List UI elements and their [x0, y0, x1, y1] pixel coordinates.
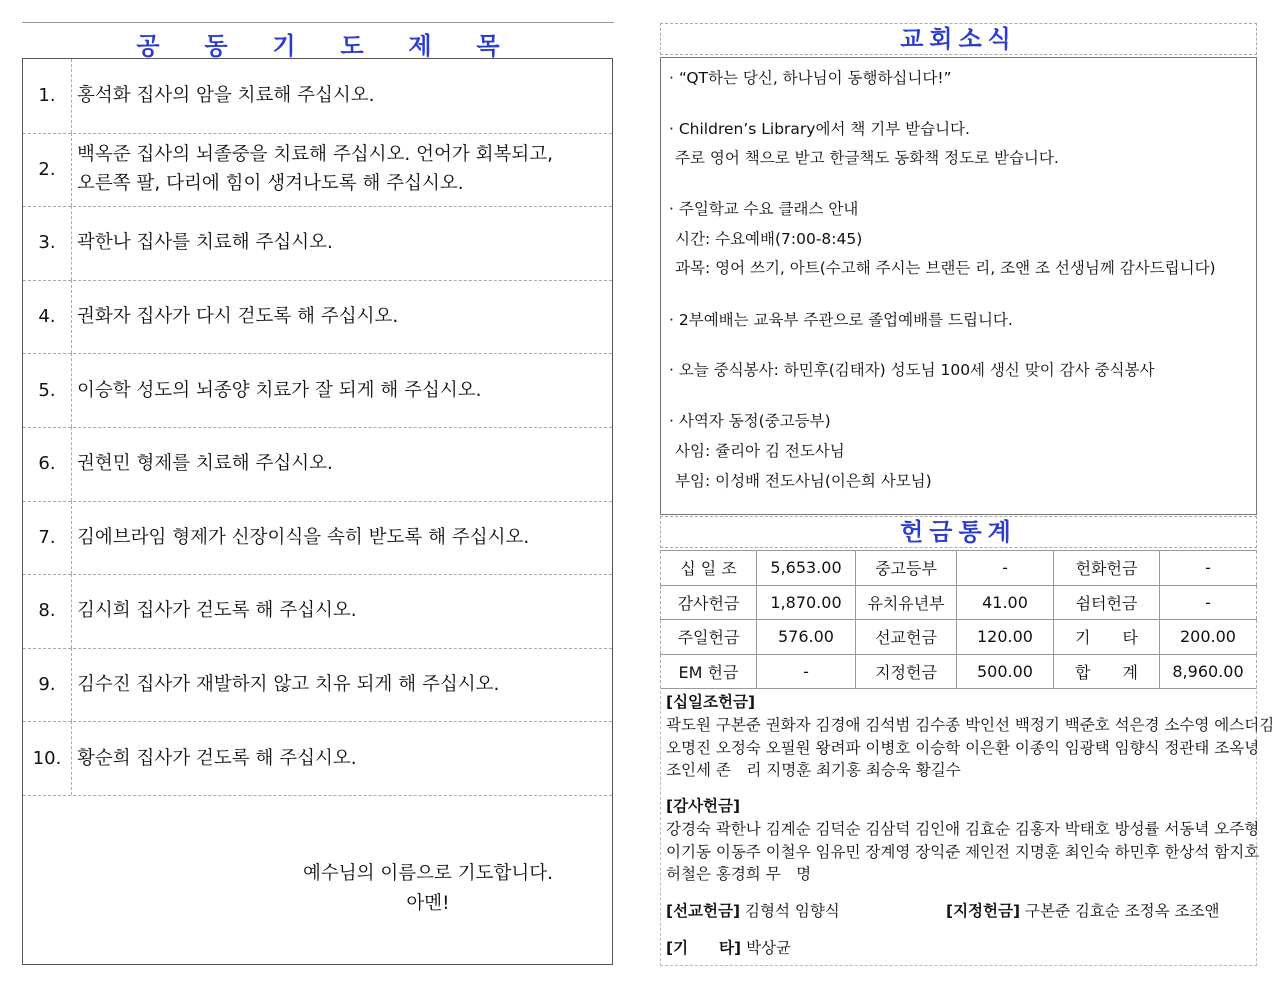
donor-list — [660, 686, 1275, 966]
prayer-number: 5. — [23, 353, 72, 427]
thanks-heading: [감사헌금] — [666, 797, 741, 815]
other-names: 박상균 — [746, 939, 791, 957]
donor-line: 허철은 홍경희 무 명 — [666, 865, 812, 883]
prayer-title-char: 기 — [272, 32, 296, 60]
table-cell: 8,960.00 — [1160, 654, 1257, 689]
prayer-text: 김에브라임 형제가 신장이식을 속히 받도록 해 주십시오. — [77, 526, 530, 548]
table-row — [661, 654, 1257, 689]
donor-line: 강경숙 곽한나 김계순 김덕순 김삼덕 김인애 김효순 김홍자 박태호 방성률 서동녁 오주형 — [666, 820, 1260, 838]
prayer-text: 김수진 집사가 재발하지 않고 치유 되게 해 주십시오. — [77, 674, 500, 696]
prayer-number: 2. — [23, 133, 72, 207]
table-cell: 지정헌금 — [856, 654, 957, 689]
table-cell: 중고등부 — [856, 551, 957, 586]
prayer-number: 9. — [23, 648, 72, 722]
table-cell: 유치유년부 — [856, 585, 957, 620]
table-cell: 500.00 — [957, 654, 1054, 689]
table-cell: EM 헌금 — [661, 654, 757, 689]
table-cell: 120.00 — [957, 620, 1054, 655]
offering-title: 헌금통계 — [660, 516, 1257, 548]
table-cell: 576.00 — [757, 620, 856, 655]
closing-prayer — [223, 859, 633, 919]
prayer-number: 8. — [23, 574, 72, 648]
donor-line: 곽도원 구본준 권화자 김경애 김석범 김수종 박인선 백정기 백준호 석은경 소수영 에스더김 — [666, 716, 1275, 734]
mission-heading: [선교헌금] — [666, 902, 741, 920]
tithe-heading: [십일조헌금] — [666, 693, 756, 711]
prayer-title-char: 동 — [204, 32, 228, 60]
table-cell: - — [1160, 585, 1257, 620]
prayer-list — [22, 58, 613, 965]
table-cell: 41.00 — [957, 585, 1054, 620]
table-cell: - — [757, 654, 856, 689]
prayer-text: 권현민 형제를 치료해 주십시오. — [77, 453, 333, 475]
news-line: · Children’s Library에서 책 기부 받습니다. — [669, 120, 970, 138]
other-heading: [기 타] — [666, 939, 742, 957]
table-cell: 1,870.00 — [757, 585, 856, 620]
news-line: 과목: 영어 쓰기, 아트(수고해 주시는 브랜든 리, 조앤 조 선생님께 감사드립니다) — [675, 259, 1216, 277]
table-cell: 200.00 — [1160, 620, 1257, 655]
news-line: 주로 영어 책으로 받고 한글책도 동화책 정도로 받습니다. — [675, 149, 1059, 167]
prayer-text: 김시희 집사가 걷도록 해 주십시오. — [77, 600, 357, 622]
prayer-title-char: 도 — [340, 32, 364, 60]
prayer-item — [23, 501, 612, 576]
table-cell: 헌화헌금 — [1054, 551, 1160, 586]
donor-line: 조인세 존 리 지명훈 최기홍 최승욱 황길수 — [666, 761, 961, 779]
prayer-number: 1. — [23, 59, 72, 133]
mission-offering — [666, 899, 840, 921]
closing-line: 예수님의 이름으로 기도합니다. — [303, 863, 553, 884]
news-line: 사임: 쥴리아 김 전도사님 — [675, 442, 845, 460]
table-cell: 합 계 — [1054, 654, 1160, 689]
donor-line: 오명진 오정숙 오필원 왕려파 이병호 이승학 이은환 이종익 임광택 임향식 정관태 조옥녕 — [666, 739, 1260, 757]
news-line: · 2부예배는 교육부 주관으로 졸업예배를 드립니다. — [669, 311, 1013, 329]
prayer-text: 이승학 성도의 뇌종양 치료가 잘 되게 해 주십시오. — [77, 379, 482, 401]
prayer-item — [23, 574, 612, 649]
prayer-number: 7. — [23, 501, 72, 575]
news-line: · “QT하는 당신, 하나님이 동행하십니다!” — [669, 69, 952, 87]
prayer-item — [23, 353, 612, 428]
table-row — [661, 585, 1257, 620]
prayer-item — [23, 206, 612, 281]
prayer-title-char: 제 — [408, 32, 432, 60]
prayer-text: 홍석화 집사의 암을 치료해 주십시오. — [77, 85, 375, 107]
prayer-number: 6. — [23, 427, 72, 501]
prayer-title-char: 공 — [136, 32, 160, 60]
table-row — [661, 551, 1257, 586]
table-row — [661, 620, 1257, 655]
table-cell: 5,653.00 — [757, 551, 856, 586]
prayer-item — [23, 133, 612, 208]
news-title: 교회소식 — [660, 23, 1257, 55]
prayer-text: 권화자 집사가 다시 걷도록 해 주십시오. — [77, 306, 399, 328]
table-cell: - — [1160, 551, 1257, 586]
prayer-item — [23, 427, 612, 502]
offering-table — [660, 550, 1257, 689]
prayer-text-line: 백옥준 집사의 뇌졸중을 치료해 주십시오. 언어가 회복되고, — [77, 144, 553, 166]
prayer-number: 10. — [23, 721, 72, 795]
designated-heading: [지정헌금] — [946, 902, 1021, 920]
table-cell: 감사헌금 — [661, 585, 757, 620]
news-line: 시간: 수요예배(7:00-8:45) — [675, 230, 863, 248]
prayer-item — [23, 648, 612, 723]
news-line: 부임: 이성배 전도사님(이은희 사모님) — [675, 472, 932, 490]
table-cell: 쉼터헌금 — [1054, 585, 1160, 620]
table-cell: 기 타 — [1054, 620, 1160, 655]
news-line: · 주일학교 수요 클래스 안내 — [669, 200, 859, 218]
prayer-text: 곽한나 집사를 치료해 주십시오. — [77, 232, 333, 254]
prayer-item — [23, 59, 612, 134]
table-cell: 십 일 조 — [661, 551, 757, 586]
other-offering — [666, 936, 791, 958]
prayer-text: 황순희 집사가 걷도록 해 주십시오. — [77, 747, 357, 769]
table-cell: 주일헌금 — [661, 620, 757, 655]
amen: 아멘! — [406, 893, 450, 914]
prayer-title — [22, 26, 614, 60]
designated-names: 구본준 김효순 조정옥 조조앤 — [1025, 902, 1220, 920]
news-line: · 오늘 중식봉사: 하민후(김태자) 성도님 100세 생신 맞이 감사 중식봉사 — [669, 361, 1155, 379]
table-cell: 선교헌금 — [856, 620, 957, 655]
prayer-number: 4. — [23, 280, 72, 354]
prayer-number: 3. — [23, 206, 72, 280]
mission-names: 김형석 임향식 — [745, 902, 840, 920]
prayer-title-char: 목 — [476, 32, 500, 60]
designated-offering — [946, 899, 1219, 921]
donor-line: 이기동 이동주 이철우 임유민 장계영 장익준 제인전 지명훈 최인숙 하민후 한상석 함지호 — [666, 843, 1260, 861]
news-line: · 사역자 동정(중고등부) — [669, 412, 831, 430]
table-cell: - — [957, 551, 1054, 586]
prayer-text-line: 오른쪽 팔, 다리에 힘이 생겨나도록 해 주십시오. — [77, 173, 464, 195]
prayer-item — [23, 721, 612, 796]
prayer-item — [23, 280, 612, 355]
title-rule — [22, 22, 614, 23]
prayer-text — [77, 133, 604, 207]
news-box — [660, 57, 1257, 515]
